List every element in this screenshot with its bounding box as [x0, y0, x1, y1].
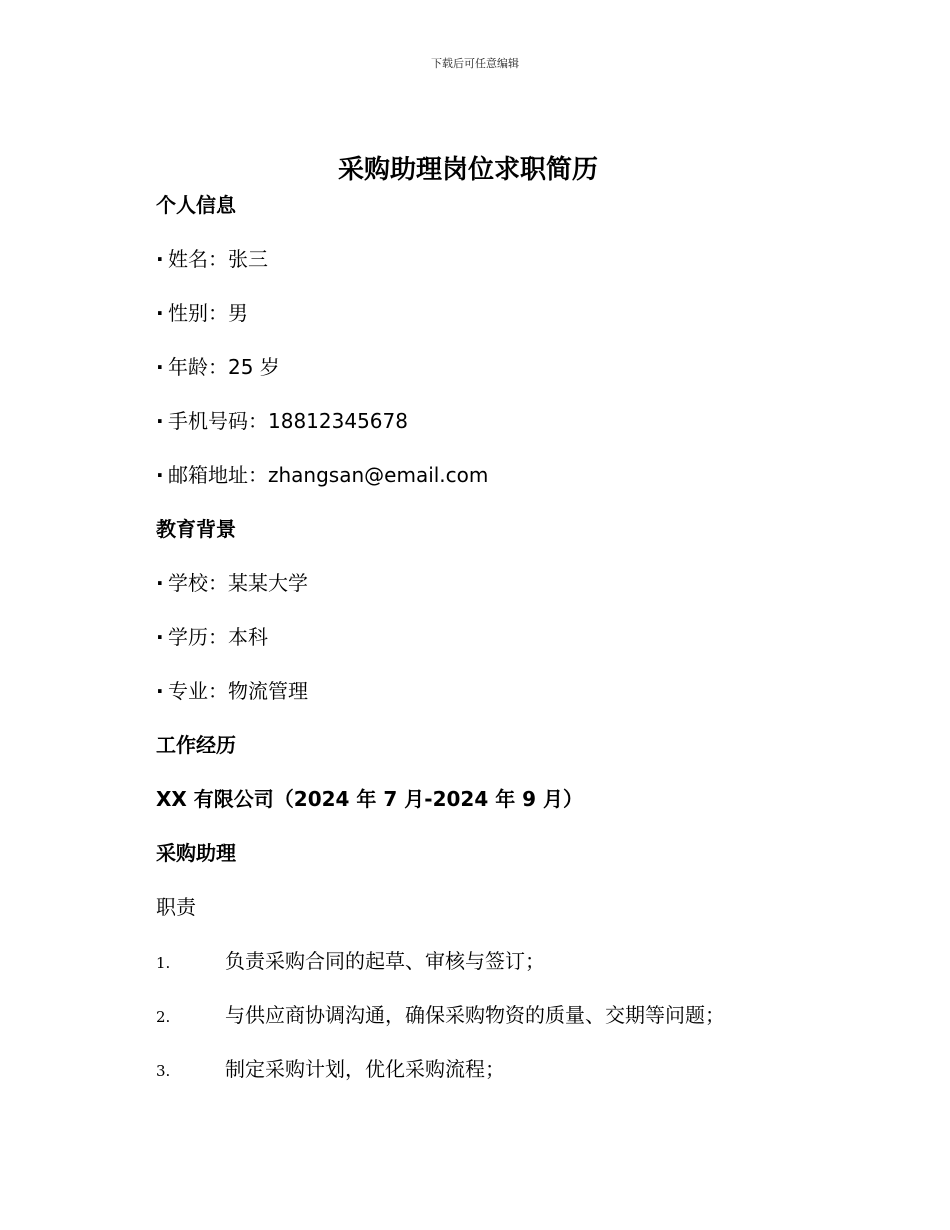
- education-item-text: 专业：物流管理: [168, 679, 308, 703]
- resume-body: [156, 150, 796, 1108]
- personal-item-text: 邮箱地址：zhangsan@email.com: [168, 463, 489, 487]
- duties-label: 职责: [156, 895, 196, 919]
- duty-item: [156, 946, 796, 1000]
- personal-item-phone: [156, 406, 796, 460]
- work-company: XX 有限公司（2024 年 7 月-2024 年 9 月）: [156, 787, 584, 811]
- header-note: 下载后可任意编辑: [431, 57, 519, 70]
- personal-item-email: [156, 460, 796, 514]
- education-item-major: [156, 676, 796, 730]
- bullet-icon: ·: [156, 247, 164, 271]
- bullet-icon: ·: [156, 679, 164, 703]
- duty-text: 制定采购计划，优化采购流程；: [225, 1057, 505, 1081]
- bullet-icon: ·: [156, 301, 164, 325]
- personal-item-name: [156, 244, 796, 298]
- personal-item-text: 性别：男: [168, 301, 248, 325]
- duty-number: 1.: [156, 954, 171, 972]
- bullet-icon: ·: [156, 355, 164, 379]
- section-heading-work: 工作经历: [156, 733, 236, 757]
- section-heading-personal: 个人信息: [156, 193, 236, 217]
- personal-item-age: [156, 352, 796, 406]
- bullet-icon: ·: [156, 571, 164, 595]
- section-heading-education: 教育背景: [156, 517, 236, 541]
- education-item-text: 学历：本科: [168, 625, 268, 649]
- bullet-icon: ·: [156, 625, 164, 649]
- education-item-school: [156, 568, 796, 622]
- education-item-text: 学校：某某大学: [168, 571, 308, 595]
- personal-item-gender: [156, 298, 796, 352]
- personal-item-text: 手机号码：18812345678: [168, 409, 408, 433]
- duty-number: 2.: [156, 1008, 171, 1026]
- duty-text: 负责采购合同的起草、审核与签订；: [225, 949, 545, 973]
- duty-text: 与供应商协调沟通，确保采购物资的质量、交期等问题；: [225, 1003, 725, 1027]
- duty-item: [156, 1000, 796, 1054]
- duty-number: 3.: [156, 1062, 171, 1080]
- work-position: 采购助理: [156, 841, 236, 865]
- bullet-icon: ·: [156, 409, 164, 433]
- page-title: 采购助理岗位求职简历: [337, 155, 598, 185]
- personal-item-text: 姓名：张三: [168, 247, 268, 271]
- education-item-degree: [156, 622, 796, 676]
- duty-item: [156, 1054, 796, 1108]
- personal-item-text: 年龄：25 岁: [168, 355, 280, 379]
- bullet-icon: ·: [156, 463, 164, 487]
